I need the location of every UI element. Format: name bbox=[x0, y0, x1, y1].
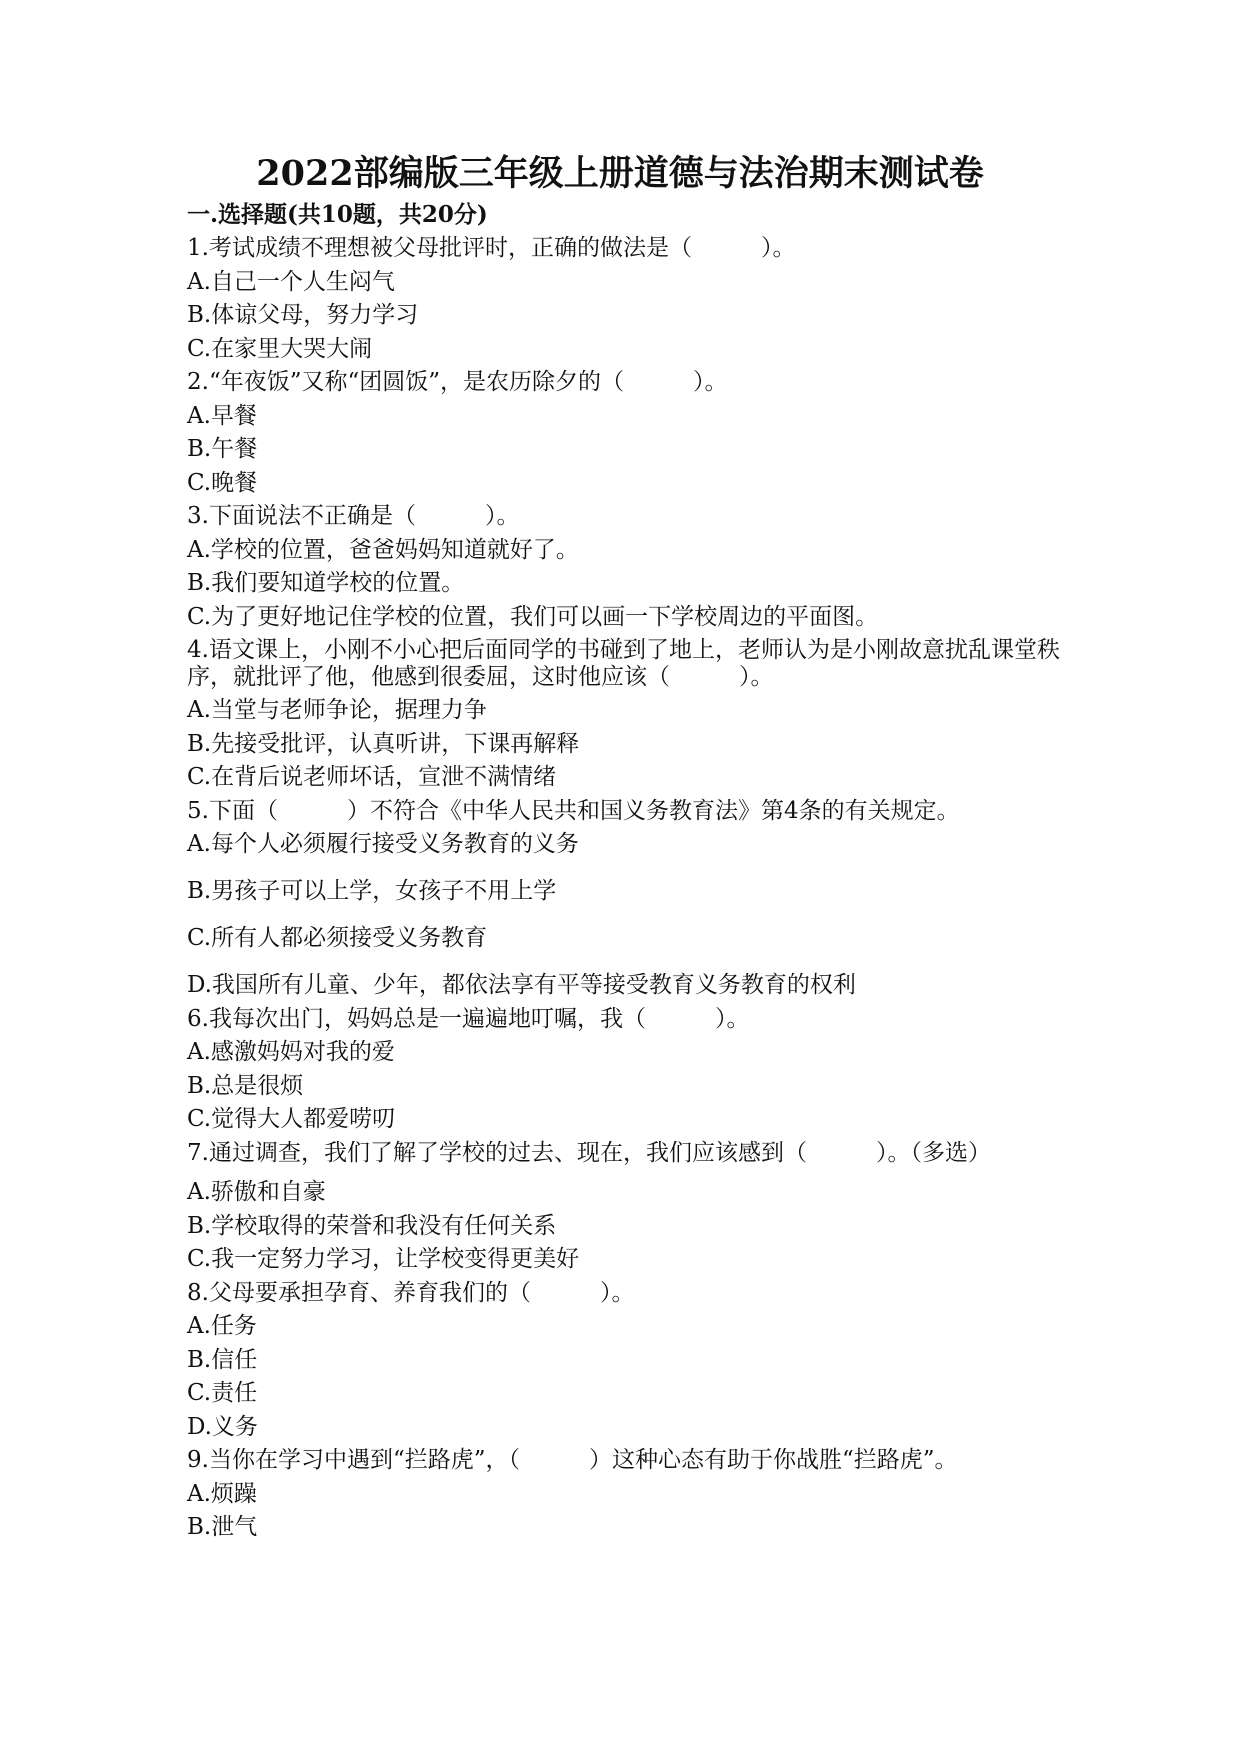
answer-option: A.学校的位置，爸爸妈妈知道就好了。 bbox=[187, 536, 579, 563]
page-title: 2022部编版三年级上册道德与法治期末测试卷 bbox=[256, 153, 984, 194]
answer-option: A.当堂与老师争论，据理力争 bbox=[187, 697, 487, 723]
answer-option: C.为了更好地记住学校的位置，我们可以画一下学校周边的平面图。 bbox=[187, 603, 879, 630]
answer-option: A.每个人必须履行接受义务教育的义务 bbox=[187, 831, 579, 857]
answer-option: B.总是很烦 bbox=[187, 1072, 304, 1099]
question-stem: 1.考试成绩不理想被父母批评时，正确的做法是（ ）。 bbox=[187, 235, 796, 261]
question-stem: 9.当你在学习中遇到“拦路虎”，（ ）这种心态有助于你战胜“拦路虎”。 bbox=[187, 1447, 958, 1473]
question-stem: 2.“年夜饭”又称“团圆饭”，是农历除夕的（ ）。 bbox=[187, 369, 728, 395]
answer-option: C.晚餐 bbox=[187, 469, 258, 496]
answer-option: D.我国所有儿童、少年，都依法享有平等接受教育义务教育的权利 bbox=[187, 972, 856, 998]
answer-option: A.自己一个人生闷气 bbox=[187, 268, 395, 295]
answer-option: A.烦躁 bbox=[187, 1480, 257, 1507]
answer-option: A.骄傲和自豪 bbox=[187, 1179, 326, 1205]
answer-option: A.早餐 bbox=[187, 402, 257, 429]
answer-option: A.任务 bbox=[187, 1313, 257, 1339]
question-stem: 8.父母要承担孕育、养育我们的（ ）。 bbox=[187, 1279, 635, 1306]
answer-option: C.责任 bbox=[187, 1380, 258, 1406]
answer-option: B.泄气 bbox=[187, 1514, 258, 1540]
section-heading: 一.选择题(共10题，共20分) bbox=[187, 201, 488, 228]
answer-option: B.男孩子可以上学，女孩子不用上学 bbox=[187, 878, 557, 904]
answer-option: C.在背后说老师坏话，宣泄不满情绪 bbox=[187, 764, 557, 790]
question-stem: 5.下面（ ）不符合《中华人民共和国义务教育法》第4条的有关规定。 bbox=[187, 797, 960, 824]
answer-option: C.所有人都必须接受义务教育 bbox=[187, 925, 488, 951]
answer-option: C.我一定努力学习，让学校变得更美好 bbox=[187, 1246, 580, 1272]
answer-option: B.学校取得的荣誉和我没有任何关系 bbox=[187, 1212, 557, 1239]
answer-option: B.我们要知道学校的位置。 bbox=[187, 570, 465, 596]
question-stem: 3.下面说法不正确是（ ）。 bbox=[187, 503, 520, 529]
question-stem: 6.我每次出门，妈妈总是一遍遍地叮嘱，我（ ）。 bbox=[187, 1005, 750, 1032]
answer-option: B.午餐 bbox=[187, 436, 258, 462]
question-stem: 7.通过调查，我们了解了学校的过去、现在，我们应该感到（ ）。（多选） bbox=[187, 1139, 991, 1166]
answer-option: C.觉得大人都爱唠叨 bbox=[187, 1106, 396, 1132]
answer-option: C.在家里大哭大闹 bbox=[187, 335, 373, 362]
answer-option: B.体谅父母，努力学习 bbox=[187, 302, 419, 328]
question-list bbox=[187, 198, 1077, 1545]
question-stem: 4.语文课上，小刚不小心把后面同学的书碰到了地上，老师认为是小刚故意扰乱课堂秩序，就批评了他，他感到很委屈，这时他应该（ ）。 bbox=[187, 637, 1060, 690]
answer-option: B.信任 bbox=[187, 1346, 258, 1373]
answer-option: D.义务 bbox=[187, 1413, 258, 1440]
answer-option: B.先接受批评，认真听讲，下课再解释 bbox=[187, 730, 580, 757]
answer-option: A.感激妈妈对我的爱 bbox=[187, 1039, 395, 1065]
